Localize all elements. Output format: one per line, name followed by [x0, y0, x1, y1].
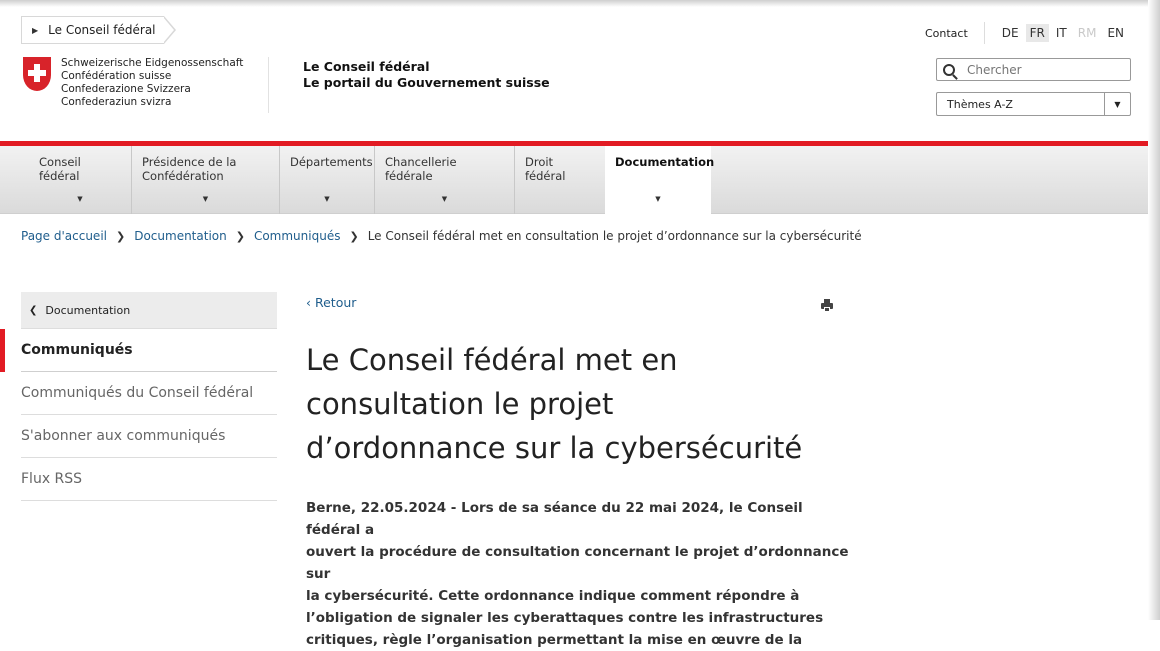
lang-de[interactable]: DE	[1001, 26, 1019, 40]
breadcrumb-documentation[interactable]: Documentation	[134, 229, 227, 243]
search-input[interactable]	[967, 63, 1117, 77]
lang-separator	[984, 22, 985, 44]
lang-fr[interactable]: FR	[1026, 24, 1049, 42]
nav-item-label[interactable]: Départements	[290, 155, 373, 169]
lang-en[interactable]: EN	[1107, 26, 1124, 40]
chevron-down-icon[interactable]: ▼	[202, 195, 209, 203]
caret-right-icon: ▶	[32, 25, 39, 35]
breadcrumb-current: Le Conseil fédéral met en consultation le projet d’ordonnance sur la cybersécurité	[367, 229, 862, 243]
back-link-label[interactable]: Retour	[314, 295, 357, 310]
breadcrumb	[21, 229, 862, 243]
themes-select-value[interactable]: Thèmes A-Z	[947, 97, 1013, 111]
nav-item-label[interactable]: Conseil fédéral	[39, 155, 81, 183]
swiss-cross-icon	[23, 57, 51, 91]
nav-item-chancellerie[interactable]	[374, 146, 514, 214]
breadcrumb-communiques[interactable]: Communiqués	[253, 229, 341, 243]
print-icon[interactable]	[821, 299, 833, 312]
lang-it[interactable]: IT	[1055, 26, 1067, 40]
sidebar-item-communiques-conseil[interactable]: Communiqués du Conseil fédéral	[21, 372, 277, 415]
lead-line-2: ouvert la procédure de consultation concernant le projet d’ordonnance sur	[306, 544, 849, 582]
nav-item-label[interactable]: Chancellerie fédérale	[385, 155, 457, 183]
nav-item-documentation[interactable]	[605, 146, 715, 214]
search-icon[interactable]	[943, 64, 955, 76]
chevron-right-icon: ❯	[349, 229, 359, 243]
portal-title	[303, 59, 550, 91]
portal-title-line-2: Le portail du Gouvernement suisse	[303, 75, 550, 90]
chevron-down-icon[interactable]: ▼	[1104, 93, 1130, 115]
main-navigation	[0, 146, 1160, 214]
page-title-line-1: Le Conseil fédéral met en	[306, 343, 678, 377]
nav-item-conseil-federal[interactable]	[29, 146, 131, 214]
page-title	[306, 338, 846, 470]
logo-line-fr: Confédération suisse	[61, 70, 172, 82]
lead-line-4: l’obligation de signaler les cyberattaques contre les infrastructures	[306, 610, 824, 626]
home-crumb[interactable]	[21, 16, 176, 44]
lead-line-5: critiques, règle l’organisation permettant la mise en œuvre de la	[306, 632, 803, 648]
chevron-down-icon[interactable]: ▼	[441, 195, 448, 203]
lead-line-1: Berne, 22.05.2024 - Lors de sa séance du 22 mai 2024, le Conseil fédéral a	[306, 500, 803, 538]
themes-select[interactable]	[936, 92, 1131, 116]
sidebar-back-documentation[interactable]	[21, 292, 277, 329]
breadcrumb-home[interactable]: Page d'accueil	[21, 229, 107, 243]
lead-line-3: la cybersécurité. Cette ordonnance indique comment répondre à	[306, 588, 800, 604]
logo-text	[61, 57, 243, 109]
chevron-down-icon[interactable]: ▼	[324, 195, 330, 203]
nav-item-label[interactable]: Documentation	[615, 155, 715, 169]
page-title-line-3: d’ordonnance sur la cybersécurité	[306, 431, 803, 465]
sidebar-item-communiques[interactable]: Communiqués	[21, 329, 277, 372]
portal-title-line-1: Le Conseil fédéral	[303, 59, 430, 74]
header-divider	[268, 57, 269, 113]
window-shadow-top	[0, 0, 1160, 7]
top-links	[925, 22, 1128, 44]
sidebar-item-abonner[interactable]: S'abonner aux communiqués	[21, 415, 277, 458]
chevron-right-icon: ❯	[116, 229, 126, 243]
lang-rm: RM	[1077, 26, 1097, 40]
nav-item-label[interactable]: Droit fédéral	[525, 155, 566, 183]
chevron-right-icon: ❯	[235, 229, 245, 243]
back-link[interactable]	[306, 295, 356, 310]
chevron-left-icon: ‹	[306, 295, 311, 310]
nav-item-label[interactable]: Présidence de la Confédération	[142, 155, 237, 183]
page-title-line-2: consultation le projet	[306, 387, 614, 421]
federal-logo[interactable]	[23, 57, 243, 109]
chevron-down-icon[interactable]: ▼	[77, 195, 83, 203]
logo-line-de: Schweizerische Eidgenossenschaft	[61, 57, 244, 69]
nav-items	[29, 146, 715, 214]
search-box[interactable]	[936, 58, 1131, 81]
home-crumb-box[interactable]	[21, 16, 164, 44]
lead-paragraph	[306, 497, 851, 651]
site-header	[0, 0, 1160, 141]
contact-link[interactable]: Contact	[924, 26, 968, 40]
home-crumb-label[interactable]: Le Conseil fédéral	[48, 23, 156, 37]
crumb-arrow-tip	[164, 16, 176, 44]
sidebar-item-flux-rss[interactable]: Flux RSS	[21, 458, 277, 501]
sidebar	[21, 292, 277, 501]
sidebar-back-label[interactable]: Documentation	[45, 303, 131, 317]
logo-line-it: Confederazione Svizzera	[61, 83, 191, 95]
nav-item-droit-federal[interactable]	[514, 146, 605, 214]
window-shadow-right	[1148, 0, 1160, 620]
logo-line-rm: Confederaziun svizra	[61, 96, 172, 108]
chevron-left-icon: ❮	[29, 304, 38, 316]
nav-item-departements[interactable]	[279, 146, 374, 214]
nav-item-presidence[interactable]	[131, 146, 279, 214]
chevron-down-icon[interactable]: ▼	[655, 195, 661, 203]
